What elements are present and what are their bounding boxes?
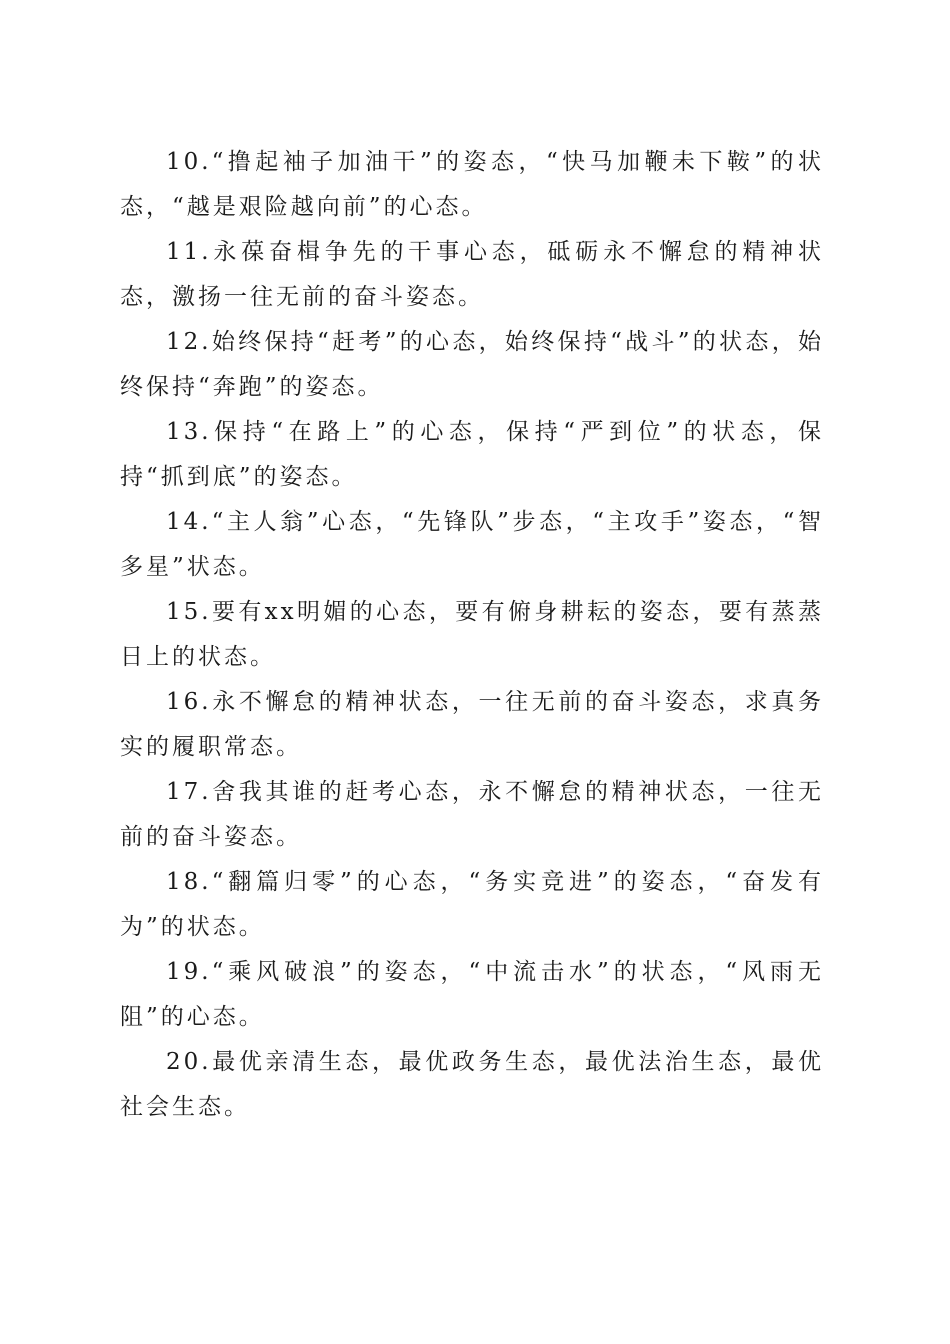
paragraph-12: 12.始终保持“赶考”的心态，始终保持“战斗”的状态，始终保持“奔跑”的姿态。 — [120, 329, 824, 400]
paragraph-11: 11.永葆奋楫争先的干事心态，砥砺永不懈怠的精神状态，激扬一往无前的奋斗姿态。 — [120, 239, 824, 310]
paragraph-18: 18.“翻篇归零”的心态，“务实竞进”的姿态，“奋发有为”的状态。 — [120, 869, 824, 940]
document-body — [120, 140, 824, 1130]
paragraph-13: 13.保持“在路上”的心态，保持“严到位”的状态，保持“抓到底”的姿态。 — [120, 419, 824, 490]
paragraph-17: 17.舍我其谁的赶考心态，永不懈怠的精神状态，一往无前的奋斗姿态。 — [120, 779, 824, 850]
paragraph-20: 20.最优亲清生态，最优政务生态，最优法治生态，最优社会生态。 — [120, 1049, 824, 1120]
paragraph-15: 15.要有xx明媚的心态，要有俯身耕耘的姿态，要有蒸蒸日上的状态。 — [120, 599, 824, 670]
paragraph-10: 10.“撸起袖子加油干”的姿态，“快马加鞭未下鞍”的状态，“越是艰险越向前”的心态。 — [120, 149, 824, 220]
paragraph-16: 16.永不懈怠的精神状态，一往无前的奋斗姿态，求真务实的履职常态。 — [120, 689, 824, 760]
paragraph-19: 19.“乘风破浪”的姿态，“中流击水”的状态，“风雨无阻”的心态。 — [120, 959, 824, 1030]
paragraph-14: 14.“主人翁”心态，“先锋队”步态，“主攻手”姿态，“智多星”状态。 — [120, 509, 824, 580]
